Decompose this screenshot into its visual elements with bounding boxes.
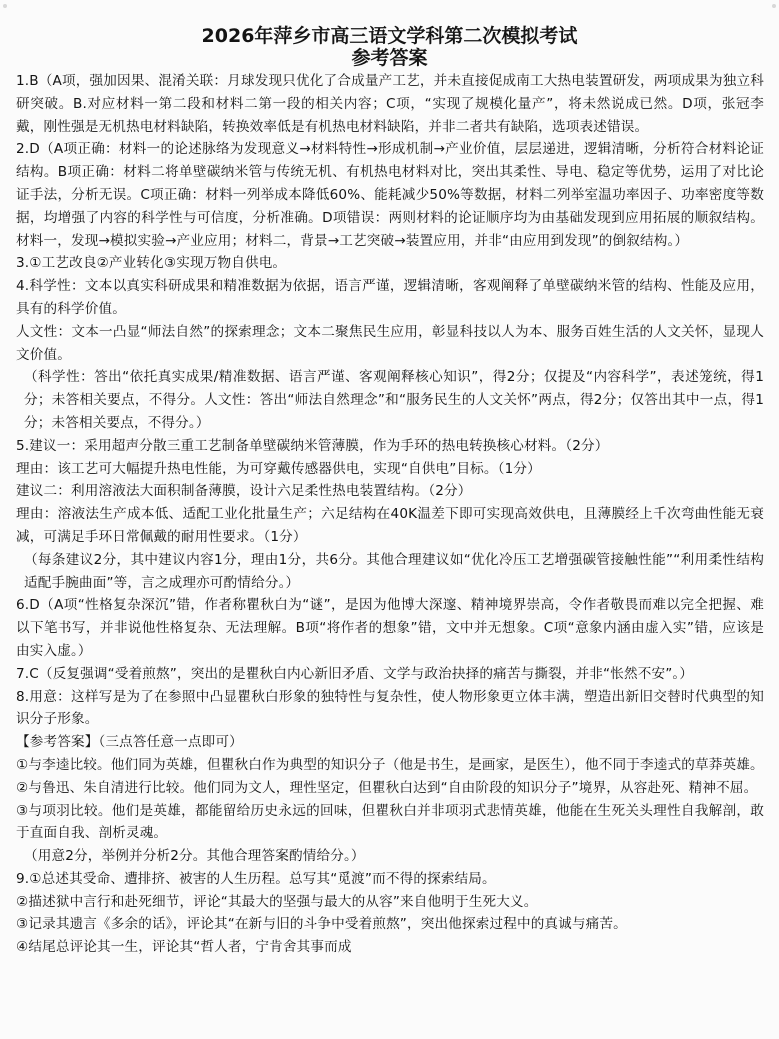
answer-paragraph: ①与李逵比较。他们同为英雄，但瞿秋白作为典型的知识分子（他是书生，是画家，是医生），他不同于李逵式的草莽英雄。	[16, 756, 764, 773]
answer-paragraph: ③记录其遗言《多余的话》，评论其“在新与旧的斗争中受着煎熬”，突出他探索过程中的真诚与痛苦。	[16, 916, 627, 933]
answer-paragraph: 理由：该工艺可大幅提升热电性能，为可穿戴传感器供电，实现“自供电”目标。（1分）	[16, 460, 541, 477]
answer-paragraph: 5.建议一：采用超声分散三重工艺制备单壁碳纳米管薄膜，作为手环的热电转换核心材料。（2分）	[16, 437, 609, 454]
answer-paragraph: 4.科学性：文本以真实科研成果和精准数据为依据，语言严谨，逻辑清晰，客观阐释了单壁碳纳米管的结构、性能及应用，具有的科学价值。	[16, 278, 764, 317]
answer-paragraph: 2.D（A项正确：材料一的论述脉络为发现意义→材料特性→形成机制→产业价值，层层递进，逻辑清晰，分析符合材料论证结构。B项正确：材料二将单壁碳纳米管与传统无机、有机热电材料对比，突出其柔性、导电、稳定等优势，运用了对比论证手法，分析无误。C项正确：材料一列举成本降低60%、能耗减少50%等数据，材料二列举室温功率因子、功率密度等数据，均增强了内容的科学性与可信度，分析准确。D项错误：两则材料的论证顺序均为由基础发现到应用拓展的顺叙结构。材料一，发现→模拟实验→产业应用；材料二，背景→工艺突破→装置应用，并非“由应用到发现”的倒叙结构。）	[16, 141, 764, 249]
answer-paragraph: ④结尾总评论其一生，评论其“哲人者，宁肯舍其事而成	[16, 939, 352, 956]
page-corner-mark	[3, 4, 7, 8]
scoring-note: （每条建议2分，其中建议内容1分，理由1分，共6分。其他合理建议如“优化冷压工艺增强碳管接触性能”“利用柔性结构适配手腕曲面”等，言之成理亦可酌情给分。）	[24, 551, 764, 591]
answer-paragraph: ②描述狱中言行和赴死细节，评论“其最大的坚强与最大的从容”来自他明于生死大义。	[16, 893, 538, 910]
answer-paragraph: ③与项羽比较。他们是英雄，都能留给历史永远的回味，但瞿秋白并非项羽式悲情英雄，他能在生死关头理性自我解剖，敢于直面自我、剖析灵魂。	[16, 802, 764, 842]
scoring-note: （科学性：答出“依托真实成果/精准数据、语言严谨、客观阐释核心知识”，得2分；仅提及“内容科学”，表述笼统，得1分；未答相关要点，不得分。人文性：答出“师法自然理念”和“服务民生的人文关怀”两点，得2分；仅答出其中一点，得1分；未答相关要点，不得分。）	[24, 369, 764, 431]
answer-paragraph: 人文性：文本一凸显“师法自然”的探索理念；文本二聚焦民生应用，彰显科技以人为本、服务百姓生活的人文关怀，显现人文价值。	[16, 323, 764, 363]
scoring-note: （用意2分，举例并分析2分。其他合理答案酌情给分。）	[24, 848, 365, 865]
answer-content	[16, 70, 764, 959]
answer-paragraph: 理由：溶液法生产成本低、适配工业化批量生产；六足结构在40K温差下即可实现高效供电，且薄膜经上千次弯曲性能无衰减，可满足手环日常佩戴的耐用性要求。（1分）	[16, 506, 764, 545]
answer-key-heading: 【参考答案】（三点答任意一点即可）	[16, 734, 243, 751]
answer-paragraph: 1.B（A项，强加因果、混淆关联：月球发现只优化了合成量产工艺，并未直接促成南工大热电装置研发，两项成果为独立科研突破。B.对应材料一第二段和材料二第一段的相关内容；C项，“实现了规模化量产”，将未然说成已然。D项，张冠李戴，刚性强是无机热电材料缺陷，转换效率低是有机热电材料缺陷，并非二者共有缺陷，选项表述错误。	[16, 73, 764, 135]
page-corner-mark	[772, 4, 776, 8]
answer-paragraph: 建议二：利用溶液法大面积制备薄膜，设计六足柔性热电装置结构。（2分）	[16, 483, 472, 500]
answer-paragraph: 7.C（反复强调“受着煎熬”，突出的是瞿秋白内心新旧矛盾、文学与政治抉择的痛苦与撕裂，并非“怅然不安”。）	[16, 665, 694, 682]
answer-paragraph: 9.①总述其受命、遭排挤、被害的人生历程。总写其“觅渡”而不得的探索结局。	[16, 870, 496, 887]
bottom-fade-overlay	[359, 1009, 779, 1039]
answer-paragraph: 8.用意：这样写是为了在参照中凸显瞿秋白形象的独特性与复杂性，使人物形象更立体丰满，塑造出新旧交替时代典型的知识分子形象。	[16, 688, 764, 728]
answer-paragraph: 6.D（A项“性格复杂深沉”错，作者称瞿秋白为“谜”，是因为他博大深邃、精神境界崇高，令作者敬畏而难以完全把握、难以下笔书写，并非说他性格复杂、无法理解。B项“将作者的想象”错，文中并无想象。C项“意象内涵由虚入实”错，应该是由实入虚。）	[16, 597, 764, 659]
page-subtitle: 参考答案	[351, 47, 428, 69]
page-title: 2026年萍乡市高三语文学科第二次模拟考试	[201, 25, 578, 47]
answer-paragraph: 3.①工艺改良②产业转化③实现万物自供电。	[16, 255, 287, 272]
answer-paragraph: ②与鲁迅、朱自清进行比较。他们同为文人，理性坚定，但瞿秋白达到“自由阶段的知识分子”境界，从容赴死、精神不屈。	[16, 779, 758, 796]
